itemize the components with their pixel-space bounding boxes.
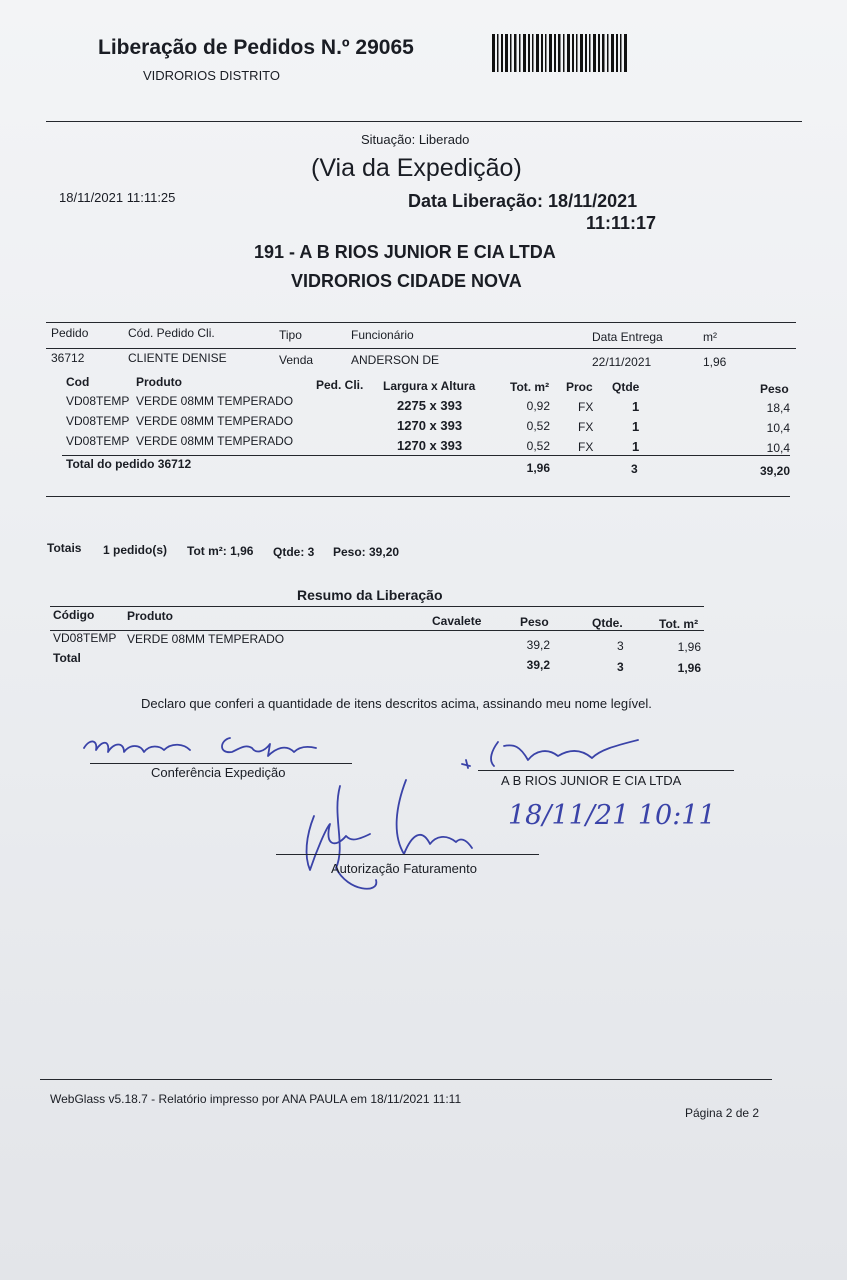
item-produto: VERDE 08MM TEMPERADO [136, 434, 294, 448]
order-pedido: 36712 [51, 351, 85, 365]
conferencia-signature [80, 730, 320, 766]
item-dimensions: 2275 x 393 [397, 398, 463, 413]
page-number: Página 2 de 2 [685, 1106, 760, 1120]
summary-title: Resumo da Liberação [297, 587, 443, 603]
items-header-tot-m2: Tot. m² [510, 380, 550, 394]
summary-header-qtde: Qtde. [592, 616, 623, 630]
client-branch: VIDRORIOS CIDADE NOVA [291, 271, 522, 291]
col-header-m2: m² [703, 330, 717, 344]
client-signature-label: A B RIOS JUNIOR E CIA LTDA [501, 773, 682, 788]
item-qtde: 1 [632, 419, 640, 434]
items-header-ped-cli: Ped. Cli. [316, 378, 364, 392]
totals-peso: Peso: 39,20 [333, 545, 400, 559]
item-peso: 10,4 [766, 421, 790, 435]
item-peso: 18,4 [766, 401, 790, 415]
company-name: VIDRORIOS DISTRITO [143, 68, 280, 83]
summary-total-tot-m2: 1,96 [677, 661, 701, 675]
footer-printed-by: WebGlass v5.18.7 - Relatório impresso por ANA PAULA em 18/11/2021 11:11 [50, 1092, 462, 1106]
header-divider [46, 121, 802, 122]
item-proc: FX [578, 420, 594, 434]
order-data-entrega: 22/11/2021 [592, 355, 652, 369]
conferencia-signature-line [90, 763, 352, 764]
totals-qtde: Qtde: 3 [273, 545, 315, 559]
order-table-header-line [46, 348, 796, 349]
summary-header-produto: Produto [127, 609, 173, 623]
totals-pedidos: 1 pedido(s) [103, 543, 168, 557]
client-name: 191 - A B RIOS JUNIOR E CIA LTDA [254, 242, 556, 262]
summary-header-peso: Peso [520, 615, 549, 629]
order-total-peso: 39,20 [759, 464, 790, 478]
declaration-text: Declaro que conferi a quantidade de itens descritos acima, assinando meu nome legível. [141, 696, 652, 711]
summary-header-line [50, 630, 704, 631]
order-section-bottom-line [46, 496, 790, 497]
release-time: 11:11:17 [586, 213, 657, 233]
summary-qtde: 3 [617, 639, 624, 653]
col-header-data-entrega: Data Entrega [592, 330, 663, 344]
items-header-cod: Cod [66, 375, 90, 389]
autorizacao-label: Autorização Faturamento [331, 861, 477, 876]
footer-divider [40, 1079, 772, 1080]
summary-peso: 39,2 [526, 638, 550, 652]
item-cod: VD08TEMP [66, 394, 130, 408]
barcode-graphic [492, 34, 628, 72]
order-total-m2: 1,96 [526, 461, 550, 475]
summary-header-codigo: Código [53, 608, 95, 622]
col-header-pedido: Pedido [51, 326, 89, 340]
items-header-proc: Proc [566, 380, 593, 394]
items-header-produto: Produto [136, 375, 182, 389]
summary-total-peso: 39,2 [526, 658, 550, 672]
summary-total-qtde: 3 [617, 660, 624, 674]
totals-label: Totais [47, 541, 82, 555]
order-total-qtde: 3 [631, 462, 638, 476]
item-cod: VD08TEMP [66, 434, 130, 448]
item-cod: VD08TEMP [66, 414, 130, 428]
item-peso: 10,4 [766, 441, 790, 455]
item-tot-m2: 0,92 [526, 399, 550, 413]
conferencia-label: Conferência Expedição [151, 765, 286, 780]
item-qtde: 1 [632, 399, 640, 414]
summary-codigo: VD08TEMP [53, 631, 117, 645]
status-text: Situação: Liberado [361, 132, 470, 147]
document-title: Liberação de Pedidos N.º 29065 [98, 36, 414, 59]
client-signature [458, 736, 648, 772]
col-header-funcionario: Funcionário [351, 328, 414, 342]
autorizacao-signature [296, 776, 486, 896]
summary-tot-m2: 1,96 [677, 640, 701, 654]
items-header-peso: Peso [760, 382, 789, 396]
order-tipo: Venda [279, 353, 314, 367]
via-title: (Via da Expedição) [311, 154, 522, 182]
items-header-qtde: Qtde [612, 380, 640, 394]
summary-header-tot-m2: Tot. m² [659, 617, 699, 631]
col-header-cod-pedido-cli: Cód. Pedido Cli. [128, 326, 215, 340]
barcode [492, 34, 628, 72]
items-header-largura-altura: Largura x Altura [383, 379, 476, 393]
item-proc: FX [578, 440, 594, 454]
item-tot-m2: 0,52 [526, 419, 550, 433]
print-datetime: 18/11/2021 11:11:25 [59, 190, 176, 205]
summary-top-line [50, 606, 704, 607]
release-date: Data Liberação: 18/11/2021 [408, 191, 638, 211]
order-table-top-line [46, 322, 796, 323]
item-produto: VERDE 08MM TEMPERADO [136, 414, 294, 428]
summary-produto: VERDE 08MM TEMPERADO [127, 632, 285, 646]
order-funcionario: ANDERSON DE [351, 353, 440, 367]
order-total-label: Total do pedido 36712 [66, 457, 192, 471]
item-proc: FX [578, 400, 594, 414]
handwritten-date: 18/11/21 10:11 [508, 800, 716, 831]
autorizacao-signature-line [276, 854, 539, 855]
order-m2: 1,96 [703, 355, 727, 369]
client-signature-line [478, 770, 734, 771]
totals-m2: Tot m²: 1,96 [187, 544, 254, 558]
item-dimensions: 1270 x 393 [397, 418, 463, 433]
summary-total-label: Total [53, 651, 81, 665]
items-total-line [62, 455, 790, 456]
col-header-tipo: Tipo [279, 328, 302, 342]
item-tot-m2: 0,52 [526, 439, 550, 453]
item-dimensions: 1270 x 393 [397, 438, 463, 453]
summary-header-cavalete: Cavalete [432, 614, 482, 628]
item-produto: VERDE 08MM TEMPERADO [136, 394, 294, 408]
item-qtde: 1 [632, 439, 640, 454]
order-cod-pedido-cli: CLIENTE DENISE [128, 351, 227, 365]
